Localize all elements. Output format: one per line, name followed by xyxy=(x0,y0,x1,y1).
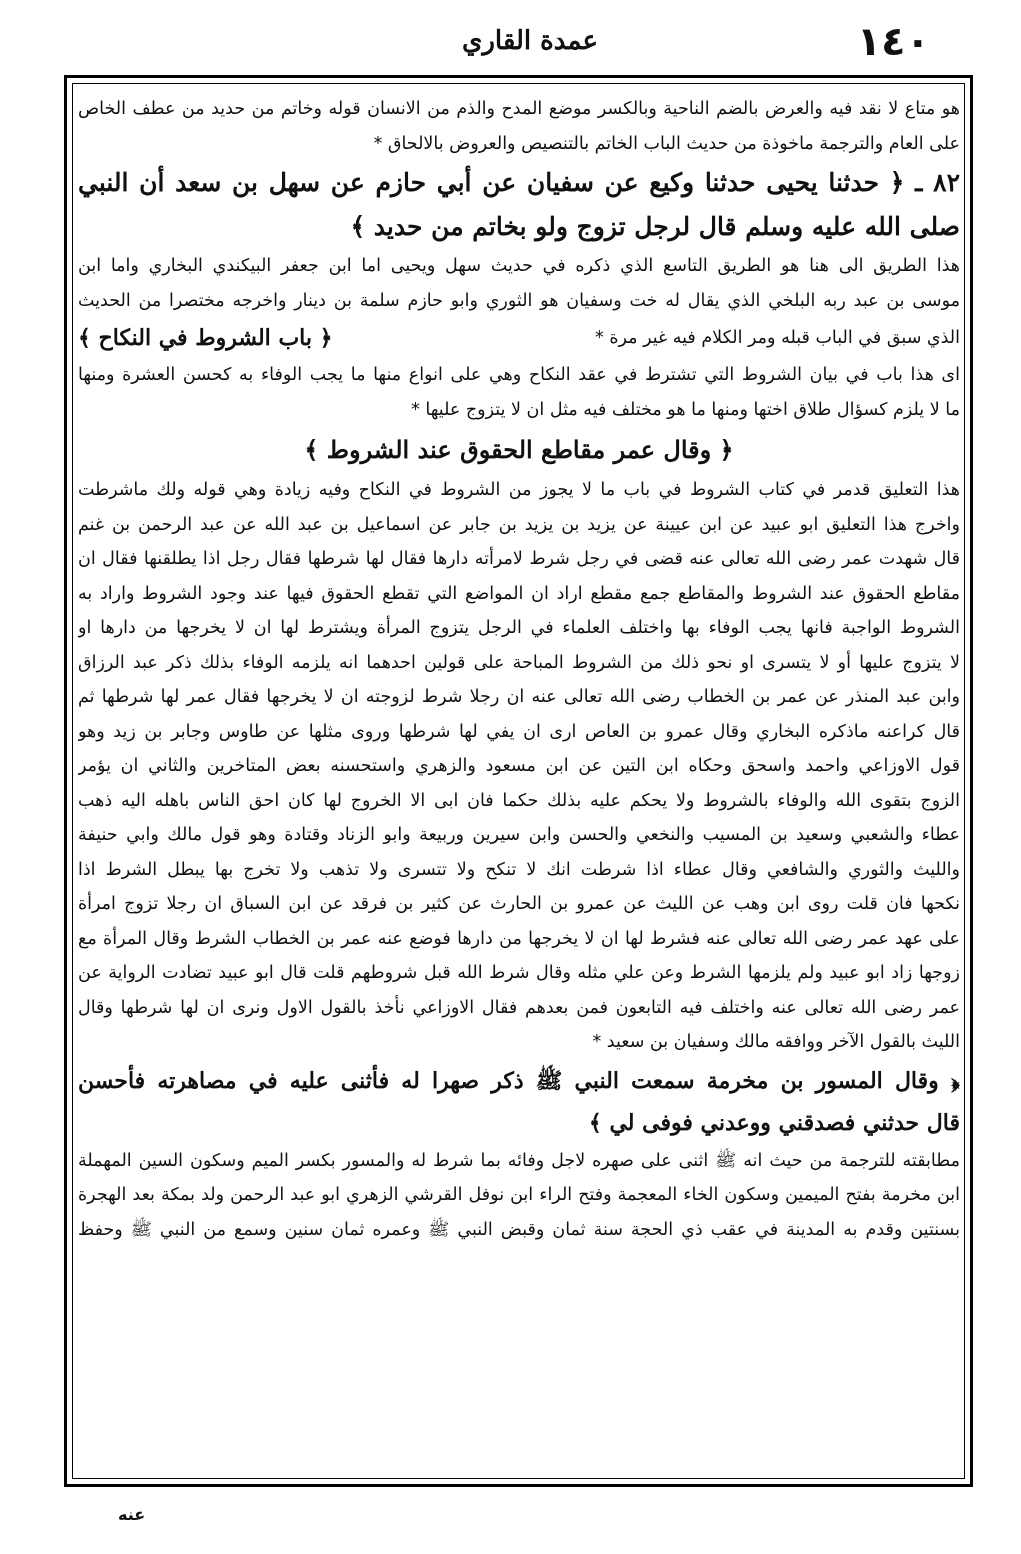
hadith-line: صلى الله عليه وسلم قال لرجل تزوج ولو بخاتم من حديد ﴾ xyxy=(350,212,960,241)
quote-heading: ﴿ وقال عمر مقاطع الحقوق عند الشروط ﴾ xyxy=(304,435,734,464)
text-line: وابن عبد المنذر عن عمر بن الخطاب رضى الله تعالى عنه ان رجلا شرط لزوجته ان لا يخرجها فقال عمر لها شرطها ثم xyxy=(78,687,960,707)
text-line: على العام والترجمة ماخوذة من حديث الباب الخاتم بالتنصيص والعروض بالالحاق * xyxy=(373,133,960,154)
text-line: هذا التعليق قدمر في كتاب الشروط في باب ما لا يجوز من الشروط في النكاح وفيه زيادة وهي قوله ولك ماشرطت xyxy=(78,480,960,500)
text-line: واخرج هذا التعليق ابو عبيد عن ابن عيينة عن يزيد بن يزيد بن جابر عن اسماعيل بن عبد الله عن عبد الرحمن بن غنم xyxy=(78,514,960,535)
text-line: بسنتين وقدم به المدينة في عقب ذي الحجة سنة ثمان وقبض النبي ﷺ وعمره ثمان سنين وسمع من النبي ﷺ وحفظ xyxy=(78,1219,960,1240)
text-line: الزوج بتقوى الله والوفاء بالشروط ولا يحكم عليه بذلك حكما فان ابى الا الخروج لها كان احق الناس باهله اليه ذهب xyxy=(78,790,960,811)
running-title: عمدة القاري xyxy=(462,26,598,56)
text-line: والليث والثوري والشافعي وقال عطاء اذا شرطت انك لا تنكح ولا تتسرى ولا تذهب ولا تخرج بها يبطل الشرط اذا xyxy=(78,859,960,880)
text-line: الليث بالقول الآخر ووافقه مالك وسفيان بن سعيد * xyxy=(592,1032,960,1052)
text-line: الذي سبق في الباب قبله ومر الكلام فيه غير مرة * xyxy=(595,328,960,348)
text-line: زوجها زاد ابو عبيد ولم يلزمها الشرط وعن علي مثله وقال شرط الله قبل شروطهم قلت قال ابو عبيد تضادت الرواية عن xyxy=(78,963,960,983)
text-line: ابن مخرمة بفتح الميمين وسكون الخاء المعجمة وفتح الراء ابن نوفل القرشي الزهري ابو عبد الرحمن ولد بمكة بعد الهجرة xyxy=(78,1185,960,1205)
chapter-heading: ﴿ باب الشروط في النكاح ﴾ xyxy=(78,325,333,351)
text-line: اى هذا باب في بيان الشروط التي تشترط في عقد النكاح وهي على انواع منها ما يجب الوفاء به كحسن العشرة ومنها xyxy=(78,365,960,385)
quote-line: قال حدثني فصدقني ووعدني فوفى لي ﴾ xyxy=(588,1109,960,1136)
text-line: عمر رضى الله تعالى عنه واختلف فيه التابعون فمن بعدهم فقال الاوزاعي نأخذ بالقول الاول ونرى ان لها شرطها وقال xyxy=(78,997,960,1018)
hadith-line: ٨٢ ـ ﴿ حدثنا يحيى حدثنا وكيع عن سفيان عن أبي حازم عن سهل بن سعد أن النبي xyxy=(78,168,960,197)
quote-line: ﴿ وقال المسور بن مخرمة سمعت النبي ﷺ ذكر صهرا له فأثنى عليه في مصاهرته فأحسن xyxy=(78,1067,960,1094)
text-line: موسى بن عبد ربه البلخي الذي يقال له خت وسفيان هو الثوري وابو حازم سلمة بن دينار واخرجه مختصرا من الحديث xyxy=(78,290,960,311)
text-line: قول الاوزاعي واحمد واسحق وحكاه ابن التين عن ابن مسعود والزهري واستحسنه بعض المتاخرين والثاني ان يؤمر xyxy=(78,756,960,776)
page-number: ١٤٠ xyxy=(856,19,930,65)
catchword: عنه xyxy=(118,1505,146,1524)
text-line: مقاطع الحقوق عند الشروط والمقاطع جمع مقطع اراد ان المواضع التي تقطع الحقوق فيها عند وجود الشروط واراد به xyxy=(78,583,960,604)
chapter-heading-row xyxy=(78,318,960,358)
text-line: لا يتزوج عليها أو لا يتسرى او نحو ذلك من الشروط المباحة على قولين احدهما انه يلزمه الوفاء بذلك ذكر عبد الرزاق xyxy=(78,652,960,673)
text-line: الشروط الواجبة فانها يجب الوفاء بها واختلف العلماء في الرجل يتزوج المرأة ويشترط لها ان لا يخرجها من دارها او xyxy=(78,618,960,638)
text-line: على عهد عمر رضى الله تعالى عنه فشرط لها ان لا يخرجها من دارها فوضع عنه عمر بن الخطاب الشرط وقال المرأة مع xyxy=(78,928,960,949)
text-line: ما لا يلزم كسؤال طلاق اختها ومنها ما هو مختلف فيه مثل ان لا يتزوج عليها * xyxy=(411,399,960,420)
text-line: هذا الطريق الى هنا هو الطريق التاسع الذي ذكره في حديث سهل ويحيى اما ابن جعفر البيكندي البخاري واما ابن xyxy=(78,256,960,276)
text-line: قال كراعنه ماذكره البخاري وقال عمرو بن العاص ارى ان يفي لها شرطها وروى مثلها عن طاوس وجابر بن زيد وهو xyxy=(78,721,960,742)
text-line: هو متاع لا نقد فيه والعرض بالضم الناحية وبالكسر موضع المدح والذم من الانسان قوله وخاتم من حديد من عطف الخاص xyxy=(78,99,960,119)
text-line: نكحها فان قلت روى ابن وهب عن الليث عن عمرو بن الحارث عن كثير بن فرقد عن ابن السباق ان رجلا تزوج امرأة xyxy=(78,894,960,914)
text-line: عطاء والشعبي وسعيد بن المسيب والنخعي والحسن وابن سيرين وربيعة وابو الزناد وقتادة وهو قول مالك وابي حنيفة xyxy=(78,825,960,845)
text-line: مطابقته للترجمة من حيث انه ﷺ اثنى على صهره لاجل وفائه بما شرط له والمسور بكسر الميم وسكون السين المهملة xyxy=(78,1150,960,1171)
text-line: قال شهدت عمر رضى الله تعالى عنه قضى في رجل شرط لامرأته دارها فقال لها شرطها فقال رجل اذا يطلقنها فقال ان xyxy=(78,549,960,569)
page-body xyxy=(78,92,960,1247)
page-header xyxy=(60,19,960,65)
